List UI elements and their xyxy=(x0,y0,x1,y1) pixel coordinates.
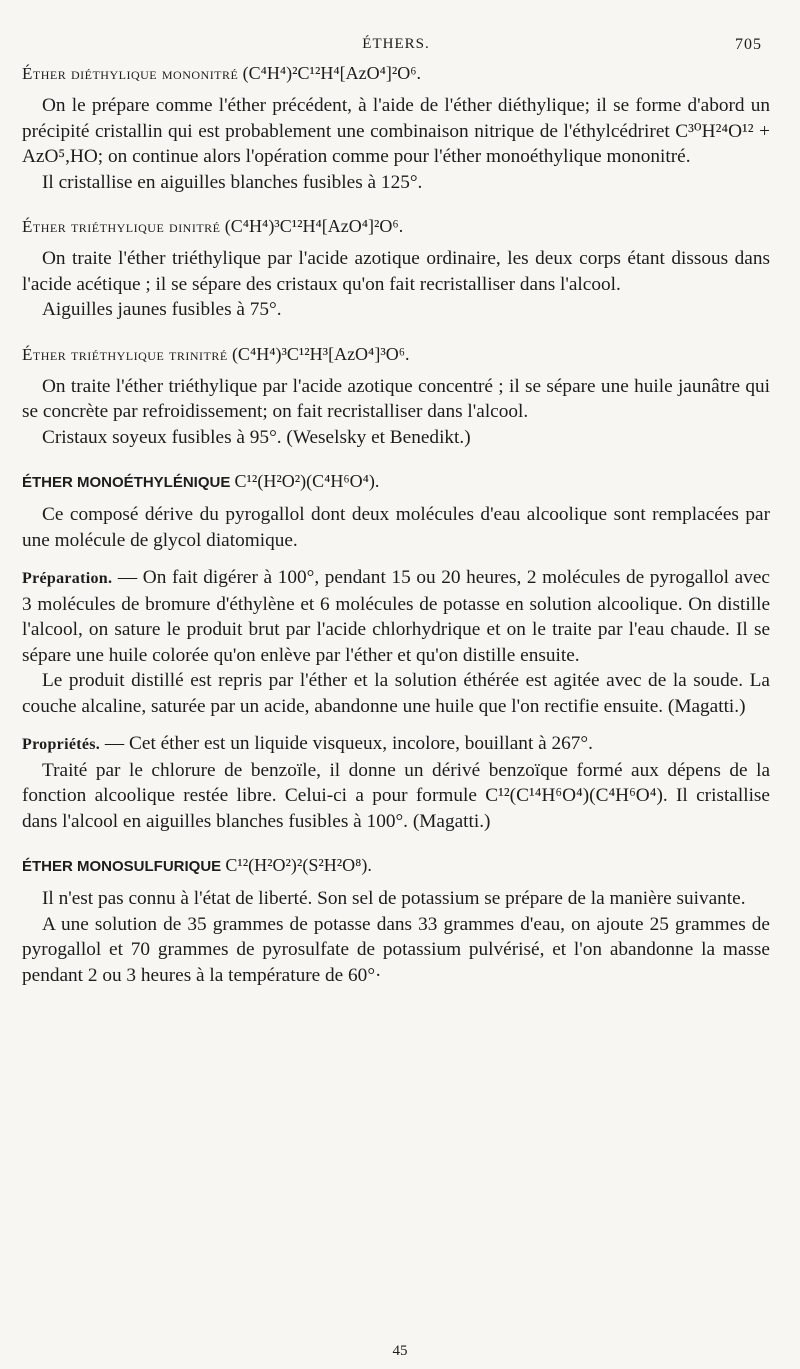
heading-formula: (C⁴H⁴)³C¹²H³[AzO⁴]³O⁶. xyxy=(231,343,410,364)
section-heading xyxy=(22,60,770,87)
heading-formula: C¹²(H²O²)²(S²H²O⁸). xyxy=(225,855,372,875)
running-head xyxy=(22,0,770,53)
paragraph: Il n'est pas connu à l'état de liberté. Son sel de potassium se prépare de la manière suivante. xyxy=(42,888,746,909)
paragraph: Le produit distillé est repris par l'éther et la solution éthérée est agitée avec de la soude. La couche alcaline, saturée par un acide, abandonne une huile que l'on rectifie ensuite. (Magatti.) xyxy=(22,670,770,717)
properties-label: Propriétés. xyxy=(22,736,101,753)
paragraph: Cristaux soyeux fusibles à 95°. (Weselsky et Benedikt.) xyxy=(42,426,471,448)
heading-formula: (C⁴H⁴)³C¹²H⁴[AzO⁴]²O⁶. xyxy=(224,216,404,236)
paragraph: Il cristallise en aiguilles blanches fusibles à 125°. xyxy=(42,171,423,193)
page-number: 705 xyxy=(735,36,762,53)
preparation-label: Préparation. xyxy=(22,570,113,587)
preparation-paragraph xyxy=(22,565,770,668)
paragraph: Ce composé dérive du pyrogallol dont deux molécules d'eau alcoolique sont remplacées par une molécule de glycol diatomique. xyxy=(22,504,770,551)
heading-formula: C¹²(H²O²)(C⁴H⁶O⁴). xyxy=(234,471,380,491)
signature-mark: 45 xyxy=(392,1343,408,1359)
page-content xyxy=(22,60,770,988)
heading-name: ÉTHER MONOÉTHYLÉNIQUE xyxy=(22,474,231,491)
paragraph: On traite l'éther triéthylique par l'acide azotique concentré ; il se sépare une huile jaunâtre qui se concrète par refroidissement; on fait recristalliser dans l'alcool. xyxy=(22,375,770,422)
paragraph: A une solution de 35 grammes de potasse dans 33 grammes d'eau, on ajoute 25 grammes de pyrogallol et 70 grammes de pyrosulfate de potassium pulvérisé, et l'on abandonne la masse pendant 2 ou 3 heures à la température de 60°· xyxy=(22,913,770,986)
heading-name: Éther triéthylique dinitré xyxy=(22,217,221,236)
paragraph: On le prépare comme l'éther précédent, à l'aide de l'éther diéthylique; il se forme d'abord un précipité cristallin qui est probablement une combinaison nitrique de l'éthylcédriret C³⁰H²⁴O¹² + AzO⁵,HO; on continue alors l'opération comme pour l'éther monoéthylique mononitré. xyxy=(22,95,770,167)
section-heading xyxy=(22,341,770,368)
preparation-text: — On fait digérer à 100°, pendant 15 ou 20 heures, 2 molécules de pyrogallol avec 3 molécules de bromure d'éthylène et 6 molécules de potasse en solution alcoolique. On distille l'alcool, on sature le produit brut par l'acide chlorhydrique et on le traite par l'eau chaude. Il se sépare une huile colorée qu'on enlève par l'éther et qu'on distille ensuite. xyxy=(22,567,770,666)
properties-text: — Cet éther est un liquide visqueux, incolore, bouillant à 267°. xyxy=(104,733,593,754)
paragraph: On traite l'éther triéthylique par l'acide azotique ordinaire, les deux corps étant dissous dans l'acide acétique ; il se sépare des cristaux qu'on fait recristalliser dans l'alcool. xyxy=(22,248,770,295)
heading-name: Éther diéthylique mononitré xyxy=(22,64,239,83)
heading-name: ÉTHER MONOSULFURIQUE xyxy=(22,858,222,875)
paragraph: Traité par le chlorure de benzoïle, il donne un dérivé benzoïque formé aux dépens de la fonction alcoolique restée libre. Celui-ci a pour formule C¹²(C¹⁴H⁶O⁴)(C⁴H⁶O⁴). Il cristallise dans l'alcool en aiguilles blanches fusibles à 100°. (Magatti.) xyxy=(22,759,770,832)
heading-name: Éther triéthylique trinitré xyxy=(22,344,228,364)
section-heading xyxy=(22,213,770,240)
running-title: ÉTHERS. xyxy=(362,36,430,52)
section-heading xyxy=(22,852,770,880)
paragraph: Aiguilles jaunes fusibles à 75°. xyxy=(42,299,282,320)
heading-formula: (C⁴H⁴)²C¹²H⁴[AzO⁴]²O⁶. xyxy=(242,63,422,83)
properties-paragraph xyxy=(22,731,770,758)
section-heading xyxy=(22,468,770,496)
